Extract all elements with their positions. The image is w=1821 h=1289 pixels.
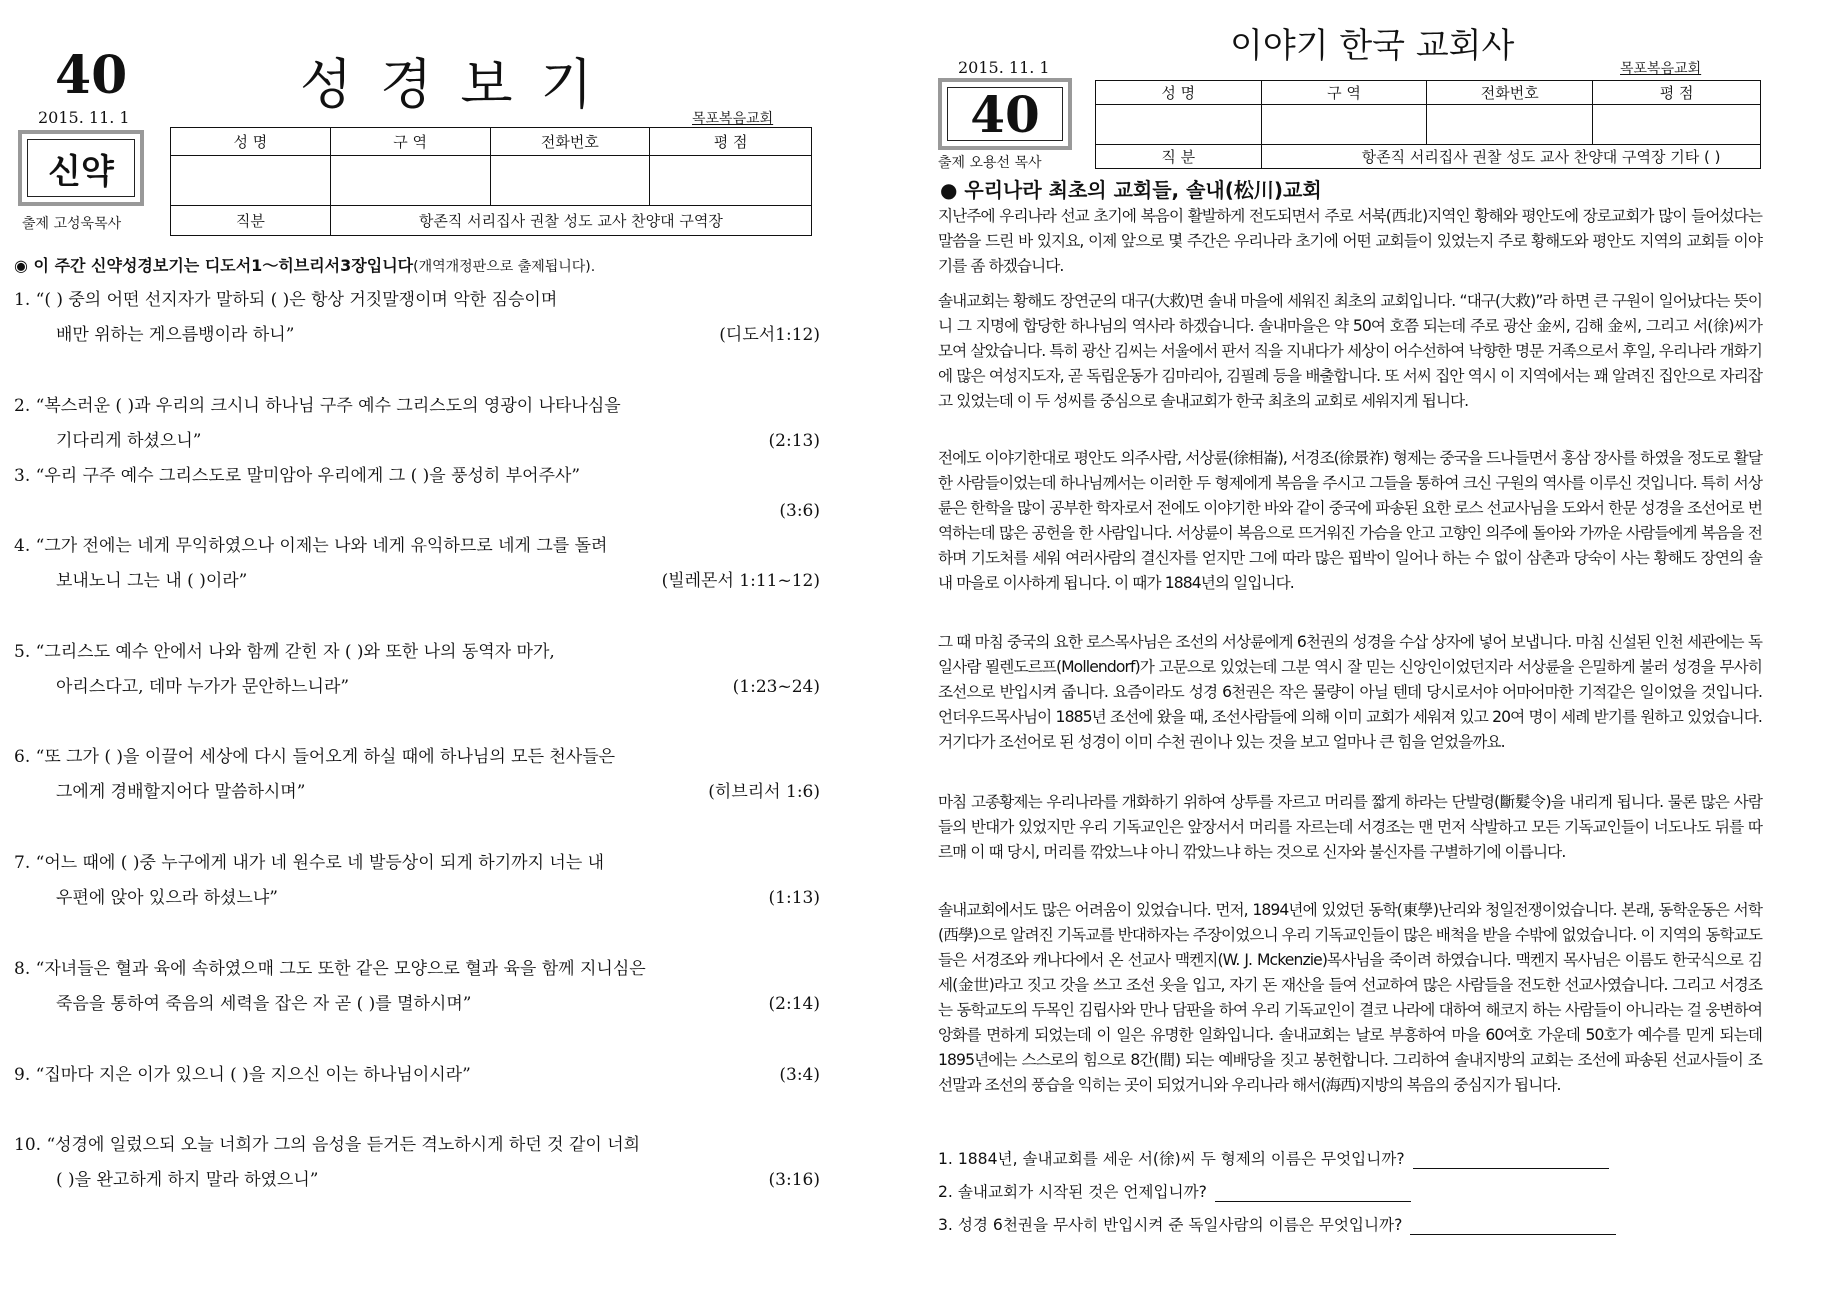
left-header-name: 성 명 xyxy=(171,128,331,156)
section-bullet-icon: ◉ xyxy=(14,256,28,275)
left-name-field[interactable] xyxy=(171,156,331,206)
question-ref: (1:13) xyxy=(768,888,820,908)
left-district-field[interactable] xyxy=(330,156,490,206)
question-ref: (3:16) xyxy=(768,1170,820,1190)
question-ref: (2:14) xyxy=(768,994,820,1014)
right-church-name: 목포복음교회 xyxy=(1620,61,1702,77)
question-8: 8. “자녀들은 혈과 육에 속하였으매 그도 또한 같은 모양으로 혈과 육을 함께 지니심은 죽음을 통하여 죽음의 세력을 잡은 자 곧 ( )를 멸하시며” (2:14) xyxy=(14,952,834,1022)
question-5: 5. “그리스도 예수 안에서 나와 함께 갇힌 자 ( )와 또한 나의 동역자 마가, 아리스다고, 데마 누가가 문안하느니라” (1:23~24) xyxy=(14,635,834,705)
right-header-district: 구 역 xyxy=(1261,81,1427,105)
question-ref: (1:23~24) xyxy=(732,677,820,697)
right-number-box xyxy=(938,78,1072,150)
question-4: 4. “그가 전에는 네게 무익하였으나 이제는 나와 네게 유익하므로 네게 그를 돌려 보내노니 그는 내 ( )이라” (빌레몬서 1:11~12) xyxy=(14,529,834,599)
left-header-phone: 전화번호 xyxy=(490,128,650,156)
right-header-name: 성 명 xyxy=(1096,81,1262,105)
left-church-name: 목포복음교회 xyxy=(692,111,774,127)
right-page-title: 이야기 한국 교회사 xyxy=(1230,26,1515,66)
article-paragraph-2: 솔내교회는 황해도 장연군의 대구(大救)면 솔내 마을에 세워진 최초의 교회입니다. “대구(大救)”라 하면 큰 구원이 일어났다는 뜻이니 그 지명에 합당한 하나님의 역사라 하겠습니다. 솔내마을은 약 50여 호쯤 되는데 주로 광산 金씨, 김해 金씨, 그리고 서(徐)씨가 모여 살았습니다. 특히 광산 김씨는 서울에서 판서 직을 지내다가 세상이 어수선하여 낙향한 명문 거족으로서 후일, 우리나라 개화기에 많은 여성지도자, 곧 독립운동가 김마리아, 김필례 등을 배출합니다. 또 서씨 집안 역시 이 지역에서는 꽤 알려진 집안으로 자리잡고 있었는데 이 두 성씨를 중심으로 솔내교회가 한국 최초의 교회로 세워지게 됩니다. xyxy=(938,292,1762,410)
left-header-score: 평 점 xyxy=(650,128,812,156)
article-paragraph-1: 지난주에 우리나라 선교 초기에 복음이 활발하게 전도되면서 주로 서북(西北)지역인 황해와 평안도에 장로교회가 많이 들어섰다는 말씀을 드린 바 있지요, 이제 앞으로 몇 주간은 우리나라 초기에 어떤 교회들이 있었는지 주로 황해도와 평안도 지역의 교회들 이야기를 좀 하겠습니다. xyxy=(938,207,1762,275)
left-role-options[interactable]: 항존직 서리집사 권찰 성도 교사 찬양대 구역장 xyxy=(330,206,811,236)
article-question-1: 1. 1884년, 솔내교회를 세운 서(徐)씨 두 형제의 이름은 무엇입니까? xyxy=(938,1147,1609,1169)
left-info-table xyxy=(170,127,812,236)
question-ref: (디도서1:12) xyxy=(719,325,820,345)
right-role-label: 직 분 xyxy=(1096,145,1262,169)
question-9: 9. “집마다 지은 이가 있으니 ( )을 지으신 이는 하나님이시라” (3:4) xyxy=(14,1058,834,1093)
article-paragraph-5: 마침 고종황제는 우리나라를 개화하기 위하여 상투를 자르고 머리를 짧게 하라는 단발령(斷髮令)을 내리게 됩니다. 물론 많은 사람들의 반대가 있었지만 우리 기독교인은 앞장서서 머리를 자르는데 서경조는 맨 먼저 삭발하고 모든 기독교인들이 너도나도 뒤를 따르매 이 때 당시, 머리를 깎았느냐 아니 깎았느냐 하는 것으로 신자와 불신자를 구별하기에 이릅니다. xyxy=(938,793,1762,861)
left-category-box xyxy=(18,130,144,206)
question-7: 7. “어느 때에 ( )중 누구에게 내가 네 원수로 네 발등상이 되게 하기까지 너는 내 우편에 앉아 있으라 하셨느냐” (1:13) xyxy=(14,846,834,916)
right-phone-field[interactable] xyxy=(1427,105,1593,145)
question-3: 3. “우리 구주 예수 그리스도로 말미암아 우리에게 그 ( )을 풍성히 부어주사” (3:6) xyxy=(14,459,834,529)
answer-blank-3[interactable] xyxy=(1410,1218,1616,1235)
right-name-field[interactable] xyxy=(1096,105,1262,145)
heading-bullet-icon: ● xyxy=(940,178,958,202)
right-role-options[interactable]: 항존직 서리집사 권찰 성도 교사 찬양대 구역장 기타 ( ) xyxy=(1261,145,1760,169)
left-header-district: 구 역 xyxy=(330,128,490,156)
left-score-field[interactable] xyxy=(650,156,812,206)
right-date: 2015. 11. 1 xyxy=(958,58,1050,77)
question-6: 6. “또 그가 ( )을 이끌어 세상에 다시 들어오게 하실 때에 하나님의 모든 천사들은 그에게 경배할지어다 말씀하시며” (히브리서 1:6) xyxy=(14,740,834,810)
right-district-field[interactable] xyxy=(1261,105,1427,145)
right-issue-number: 40 xyxy=(947,87,1063,141)
question-2: 2. “복스러운 ( )과 우리의 크시니 하나님 구주 예수 그리스도의 영광이 나타나심을 기다리게 하셨으니” (2:13) xyxy=(14,389,834,459)
left-role-label: 직분 xyxy=(171,206,331,236)
right-score-field[interactable] xyxy=(1593,105,1761,145)
article-paragraph-3: 전에도 이야기한대로 평안도 의주사람, 서상륜(徐相崙), 서경조(徐景祚) 형제는 중국을 드나들면서 홍삼 장사를 하였을 정도로 활달한 사람들이었는데 하나님께서는 이러한 두 형제에게 복음을 주시고 그들을 통하여 크신 구원의 역사를 이루신 것입니다. 특히 서상륜은 한학을 많이 공부한 학자로서 전에도 이야기한 바와 같이 중국에 파송된 요한 로스 선교사님을 도와서 한문 성경을 조선어로 번역하는데 많은 공헌을 한 사람입니다. 서상륜이 복음으로 뜨거워진 가슴을 안고 고향인 의주에 돌아와 가까운 사람들에게 복음을 전하며 기도처를 세워 여러사람의 결신자를 얻지만 그에 따라 많은 핍박이 일어나 하는 수 없이 삼촌과 당숙이 사는 황해도 장연의 솔내 마을로 이사하게 됩니다. 이 때가 1884년의 일입니다. xyxy=(938,449,1762,592)
article-paragraph-4: 그 때 마침 중국의 요한 로스목사님은 조선의 서상륜에게 6천권의 성경을 수삽 상자에 넣어 보냅니다. 마침 신설된 인천 세관에는 독일사람 묄렌도르프(Mollendorf)가 고문으로 있었는데 그분 역시 잘 믿는 신앙인이었던지라 서상륜을 은밀하게 불러 성경을 무사히 조선으로 반입시켜 줍니다. 요즘이라도 성경 6천권은 작은 물량이 아닐 텐데 당시로서야 어마어마한 기적같은 일이었을 것입니다. 언더우드목사님이 1885년 조선에 왔을 때, 조선사람들에 의해 이미 교회가 세워져 있고 20여 명이 세례 받기를 원하고 있었습니다. 거기다가 조선어로 된 성경이 이미 수천 권이나 있는 것을 보고 얼마나 큰 힘을 얻었을까요. xyxy=(938,633,1762,751)
question-ref: (3:4) xyxy=(779,1065,820,1085)
answer-blank-2[interactable] xyxy=(1215,1185,1411,1202)
article-question-3: 3. 성경 6천권을 무사히 반입시켜 준 독일사람의 이름은 무엇입니까? xyxy=(938,1213,1616,1235)
left-author: 출제 고성욱목사 xyxy=(22,216,122,232)
article-heading: ● 우리나라 최초의 교회들, 솔내(松川)교회 xyxy=(940,178,1322,202)
article-paragraph-6: 솔내교회에서도 많은 어려움이 있었습니다. 먼저, 1894년에 있었던 동학(東學)난리와 청일전쟁이었습니다. 본래, 동학운동은 서학(西學)으로 알려진 기독교를 반대하자는 주장이었으니 우리 기독교인들이 많은 배척을 받을 수밖에 없었습니다. 이 지역의 동학교도들은 서경조와 캐나다에서 온 선교사 맥켄지(W. J. Mckenzie)목사님을 죽이려 하였습니다. 맥켄지 목사님은 이름도 한국식으로 김세(金世)라고 짓고 갓을 쓰고 조선 옷을 입고, 자기 돈 재산을 들여 선교하여 많은 사람들을 전도한 선교사였습니다. 그리고 서경조는 동학교도의 두목인 김립사와 만나 담판을 하여 우리 기독교인이 결코 나라에 대하여 해코지 하는 사람들이 아니라는 걸 웅변하여 앙화를 면하게 되었는데 이 일은 유명한 일화입니다. 솔내교회는 날로 부흥하여 마을 60여호 가운데 50호가 예수를 믿게 되는데 1895년에는 스스로의 힘으로 8간(間) 되는 예배당을 짓고 봉헌합니다. 그리하여 솔내지방의 교회는 조선에 파송된 선교사들이 조선말과 조선의 풍습을 익히는 곳이 되었거니와 우리나라 해서(海西)지방의 복음의 중심지가 됩니다. xyxy=(938,901,1762,1094)
left-page-title: 성경보기 xyxy=(300,53,621,116)
right-header-score: 평 점 xyxy=(1593,81,1761,105)
question-ref: (3:6) xyxy=(779,501,820,521)
section-text: 이 주간 신약성경보기는 디도서1～히브리서3장입니다 xyxy=(33,256,414,275)
left-section-notice xyxy=(14,253,595,276)
article-question-2: 2. 솔내교회가 시작된 것은 언제입니까? xyxy=(938,1180,1411,1202)
left-issue-number: 40 xyxy=(55,45,128,106)
left-date: 2015. 11. 1 xyxy=(38,108,130,127)
question-10: 10. “성경에 일렀으되 오늘 너희가 그의 음성을 듣거든 격노하시게 하던 것 같이 너희 ( )을 완고하게 하지 말라 하였으니” (3:16) xyxy=(14,1128,834,1198)
right-author: 출제 오용선 목사 xyxy=(938,155,1042,171)
question-ref: (빌레몬서 1:11~12) xyxy=(661,571,820,591)
question-ref: (2:13) xyxy=(768,431,820,451)
answer-blank-1[interactable] xyxy=(1413,1152,1609,1169)
left-category-label: 신약 xyxy=(27,139,135,197)
left-phone-field[interactable] xyxy=(490,156,650,206)
right-info-table xyxy=(1095,80,1761,169)
right-header-phone: 전화번호 xyxy=(1427,81,1593,105)
question-ref: (히브리서 1:6) xyxy=(708,782,820,802)
question-1: 1. “( ) 중의 어떤 선지자가 말하되 ( )은 항상 거짓말쟁이며 악한 짐승이며 배만 위하는 게으름뱅이라 하니” (디도서1:12) xyxy=(14,283,834,353)
section-note: (개역개정판으로 출제됩니다). xyxy=(413,259,596,275)
